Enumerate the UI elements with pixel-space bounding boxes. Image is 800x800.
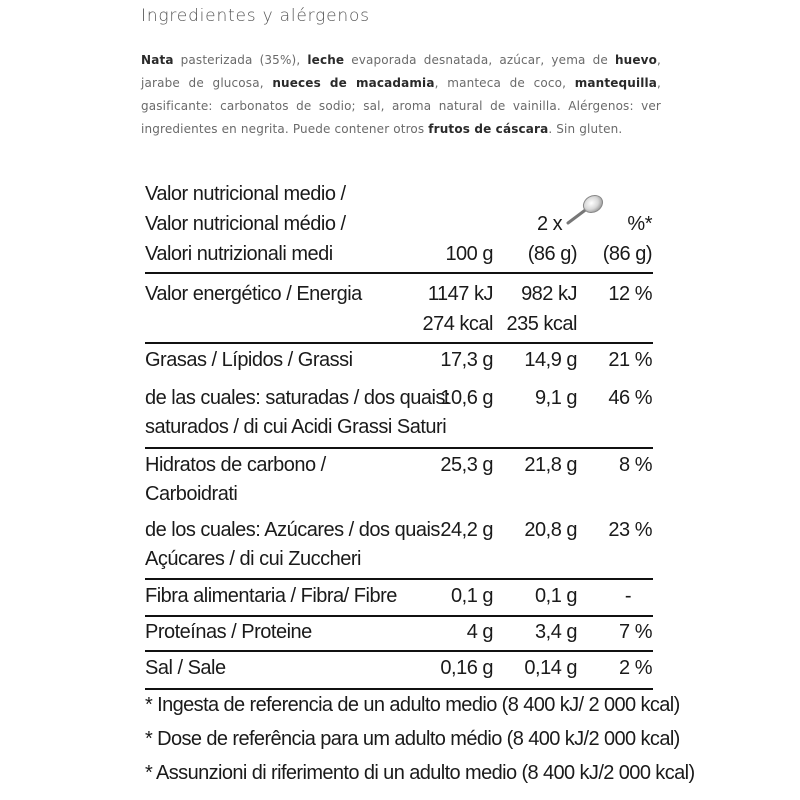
row-rule xyxy=(145,615,653,617)
row-value-serving: 3,4 g xyxy=(535,621,577,643)
row-value-100g: 0,1 g xyxy=(451,585,493,607)
header-col-serving-count: 2 x xyxy=(537,213,563,235)
ingredient-text: pasterizada (35%), xyxy=(173,53,308,67)
row-value-serving: 14,9 g xyxy=(524,349,577,371)
row-value-percent: 7 % xyxy=(619,621,652,643)
row-label: Fibra alimentaria / Fibra/ Fibre xyxy=(145,585,397,607)
row-value-serving: 0,1 g xyxy=(535,585,577,607)
row-value-100g: 10,6 g xyxy=(440,387,493,409)
ingredient-text: , manteca de coco, xyxy=(434,76,575,90)
row-value-100g: 0,16 g xyxy=(440,657,493,679)
row-label: Sal / Sale xyxy=(145,657,226,679)
ingredient-allergen: frutos de cáscara xyxy=(428,122,549,136)
row-value-percent: 46 % xyxy=(608,387,652,409)
row-value-serving: 0,14 g xyxy=(524,657,577,679)
ingredient-text: evaporada desnatada, azúcar, yema de xyxy=(344,53,615,67)
header-col-percent-top: %* xyxy=(627,213,652,235)
header-col-serving: (86 g) xyxy=(527,243,577,265)
row-label: saturados / di cui Acidi Grassi Saturi xyxy=(145,416,447,438)
header-col-percent: (86 g) xyxy=(602,243,652,265)
ingredient-text: , jarabe de glucosa, xyxy=(141,53,661,90)
row-value-serving: 9,1 g xyxy=(535,387,577,409)
row-label: de los cuales: Azúcares / dos quais: xyxy=(145,519,445,541)
section-heading: Ingredientes y alérgenos xyxy=(141,6,370,26)
row-value-percent: 21 % xyxy=(608,349,652,371)
footnote-pt: * Dose de referência para um adulto médio (8 400 kJ/2 000 kcal) xyxy=(145,728,680,750)
footnote-es: * Ingesta de referencia de un adulto medio (8 400 kJ/ 2 000 kcal) xyxy=(145,694,680,716)
row-value-percent: 23 % xyxy=(608,519,652,541)
ingredients-text xyxy=(141,49,661,141)
header-rule xyxy=(145,272,653,274)
header-label-line-2: Valor nutricional médio / xyxy=(145,213,346,235)
row-value-serving: 235 kcal xyxy=(506,313,577,335)
header-label-line-1: Valor nutricional medio / xyxy=(145,183,346,205)
row-label: Hidratos de carbono / xyxy=(145,454,326,476)
ingredient-allergen: Nata xyxy=(141,53,174,67)
header-label-line-3: Valori nutrizionali medi xyxy=(145,243,333,265)
row-label: Açúcares / di cui Zuccheri xyxy=(145,548,361,570)
row-rule xyxy=(145,650,653,652)
ingredient-text: , gasificante: carbonatos de sodio; sal, aroma natural de vainilla. Alérgenos: ver ingredientes en negrita. Puede contener otros xyxy=(141,76,661,136)
row-label: Valor energético / Energia xyxy=(145,283,362,305)
row-value-100g: 4 g xyxy=(466,621,493,643)
ingredient-text: . Sin gluten. xyxy=(548,122,623,136)
table-bottom-rule xyxy=(145,688,653,690)
ingredient-allergen: mantequilla xyxy=(574,76,658,90)
row-value-100g: 1147 kJ xyxy=(427,283,493,305)
row-value-100g: 24,2 g xyxy=(440,519,493,541)
row-value-percent: - xyxy=(624,585,631,607)
row-value-percent: 8 % xyxy=(619,454,652,476)
row-label: de las cuales: saturadas / dos quais: xyxy=(145,387,451,409)
ingredient-allergen: leche xyxy=(307,53,345,67)
nutrition-table xyxy=(145,180,653,690)
row-value-percent: 12 % xyxy=(608,283,652,305)
row-rule xyxy=(145,578,653,580)
row-rule xyxy=(145,447,653,449)
spoon-icon xyxy=(563,193,605,229)
row-label: Carboidrati xyxy=(145,483,238,505)
row-value-percent: 2 % xyxy=(619,657,652,679)
ingredient-allergen: huevo xyxy=(614,53,658,67)
row-value-100g: 25,3 g xyxy=(440,454,493,476)
row-label: Proteínas / Proteine xyxy=(145,621,312,643)
footnote-it: * Assunzioni di riferimento di un adulto medio (8 400 kJ/2 000 kcal) xyxy=(145,762,695,784)
row-rule xyxy=(145,342,653,344)
header-col-100g: 100 g xyxy=(445,243,493,265)
row-value-serving: 20,8 g xyxy=(524,519,577,541)
row-value-serving: 982 kJ xyxy=(521,283,577,305)
ingredient-allergen: nueces de macadamia xyxy=(272,76,435,90)
row-label: Grasas / Lípidos / Grassi xyxy=(145,349,353,371)
row-value-100g: 17,3 g xyxy=(440,349,493,371)
row-value-100g: 274 kcal xyxy=(422,313,493,335)
row-value-serving: 21,8 g xyxy=(524,454,577,476)
